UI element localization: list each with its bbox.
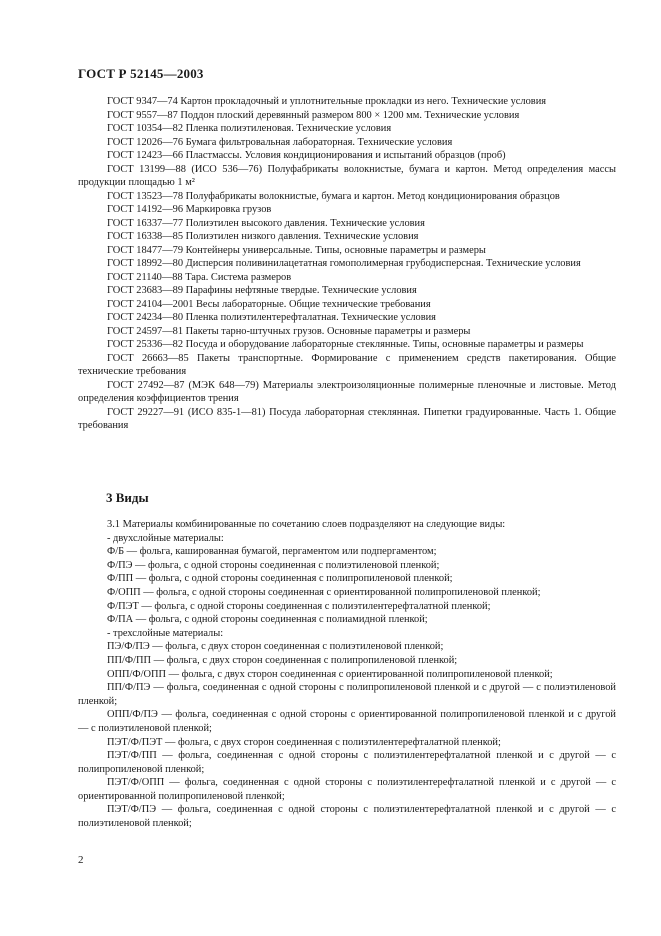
body-paragraph: Ф/ПП — фольга, с одной стороны соединенная с полипропиленовой пленкой; [107,573,453,585]
body-paragraph: ПЭТ/Ф/ПЭ — фольга, соединенная с одной стороны с полиэтилентерефталатной пленкой и с другой — с полиэтиленовой пленкой; [78,804,616,830]
reference-item: ГОСТ 9557—87 Поддон плоский деревянный размером 800 × 1200 мм. Технические условия [107,109,520,121]
reference-item: ГОСТ 14192—96 Маркировка грузов [107,204,272,215]
body-paragraph: Ф/ПЭТ — фольга, с одной стороны соединенная с полиэтилентерефталатной пленкой; [107,600,491,612]
reference-item: ГОСТ 24104—2001 Весы лабораторные. Общие технические требования [107,298,431,310]
reference-item: ГОСТ 13199—88 (ИСО 536—76) Полуфабрикаты волокнистые, бумага и картон. Метод определения массы продукции площадью 1 м² [78,163,616,188]
body-paragraph: - двухслойные материалы: [107,532,224,544]
reference-item: ГОСТ 16338—85 Полиэтилен низкого давления. Технические условия [107,231,419,242]
reference-item: ГОСТ 16337—77 Полиэтилен высокого давления. Технические условия [107,217,425,229]
reference-item: ГОСТ 23683—89 Парафины нефтяные твердые. Технические условия [107,285,417,296]
body-paragraph: ПЭТ/Ф/ПП — фольга, соединенная с одной стороны с полиэтилентерефталатной пленкой и с другой — с полипропиленовой пленкой; [78,750,616,775]
reference-item: ГОСТ 10354—82 Пленка полиэтиленовая. Технические условия [107,123,392,134]
body-paragraph: ПП/Ф/ПП — фольга, с двух сторон соединенная с полипропиленовой пленкой; [107,654,458,666]
body-paragraph: ОПП/Ф/ПЭ — фольга, соединенная с одной стороны с ориентированной полипропиленовой пленкой и с другой — с полиэтиленовой пленкой; [78,709,616,734]
body-paragraph: Ф/ПА — фольга, с одной стороны соединенная с полиамидной пленкой; [107,614,428,626]
reference-item: ГОСТ 18992—80 Дисперсия поливинилацетатная гомополимерная грубодисперсная. Технические условия [107,258,581,269]
body-paragraph: ПП/Ф/ПЭ — фольга, соединенная с одной стороны с полипропиленовой пленкой и с другой — с полиэтиленовой пленкой; [78,682,616,707]
reference-item: ГОСТ 12026—76 Бумага фильтровальная лабораторная. Технические условия [107,136,453,148]
body-paragraph: - трехслойные материалы: [107,627,224,639]
reference-item: ГОСТ 29227—91 (ИСО 835-1—81) Посуда лабораторная стеклянная. Пипетки градуированные. Часть 1. Общие требования [78,406,616,431]
reference-item: ГОСТ 25336—82 Посуда и оборудование лабораторные стеклянные. Типы, основные параметры и размеры [107,339,584,350]
body-paragraph: Ф/ОПП — фольга, с одной стороны соединенная с ориентированной полипропиленовой пленкой; [107,586,541,598]
page-number: 2 [78,854,84,866]
reference-item: ГОСТ 21140—88 Тара. Система размеров [107,271,292,283]
body-paragraph: ПЭТ/Ф/ПЭТ — фольга, с двух сторон соединенная с полиэтилентерефталатной пленкой; [107,736,501,748]
body-paragraph: 3.1 Материалы комбинированные по сочетанию слоев подразделяют на следующие виды: [107,519,506,530]
reference-item: ГОСТ 27492—87 (МЭК 648—79) Материалы электроизоляционные полимерные пленочные и листовые. Метод определения коэффициентов трения [78,379,616,404]
section-body [78,518,616,831]
document-header: ГОСТ Р 52145—2003 [78,66,204,81]
normative-references [78,95,616,433]
body-paragraph: Ф/ПЭ — фольга, с одной стороны соединенная с полиэтиленовой пленкой; [107,559,440,571]
reference-item: ГОСТ 26663—85 Пакеты транспортные. Формирование с применением средств пакетирования. Общие технические требования [78,352,616,377]
reference-item: ГОСТ 24234—80 Пленка полиэтилентерефталатная. Технические условия [107,312,436,323]
reference-item: ГОСТ 18477—79 Контейнеры универсальные. Типы, основные параметры и размеры [107,244,486,256]
reference-item: ГОСТ 9347—74 Картон прокладочный и уплотнительные прокладки из него. Технические условия [107,96,547,107]
body-paragraph: ОПП/Ф/ОПП — фольга, с двух сторон соединенная с ориентированной полипропиленовой пленкой; [107,668,553,680]
reference-item: ГОСТ 12423—66 Пластмассы. Условия кондиционирования и испытаний образцов (проб) [107,150,506,161]
body-paragraph: ПЭ/Ф/ПЭ — фольга, с двух сторон соединенная с полиэтиленовой пленкой; [107,641,444,653]
reference-item: ГОСТ 24597—81 Пакеты тарно-штучных грузов. Основные параметры и размеры [107,325,471,337]
body-paragraph: Ф/Б — фольга, кашированная бумагой, пергаментом или подпергаментом; [107,546,437,558]
reference-item: ГОСТ 13523—78 Полуфабрикаты волокнистые, бумага и картон. Метод кондиционирования образцов [107,190,560,202]
section-title: 3 Виды [106,490,149,505]
body-paragraph: ПЭТ/Ф/ОПП — фольга, соединенная с одной стороны с полиэтилентерефталатной пленкой и с другой — с ориентированной полипропиленовой пленкой; [78,777,616,802]
